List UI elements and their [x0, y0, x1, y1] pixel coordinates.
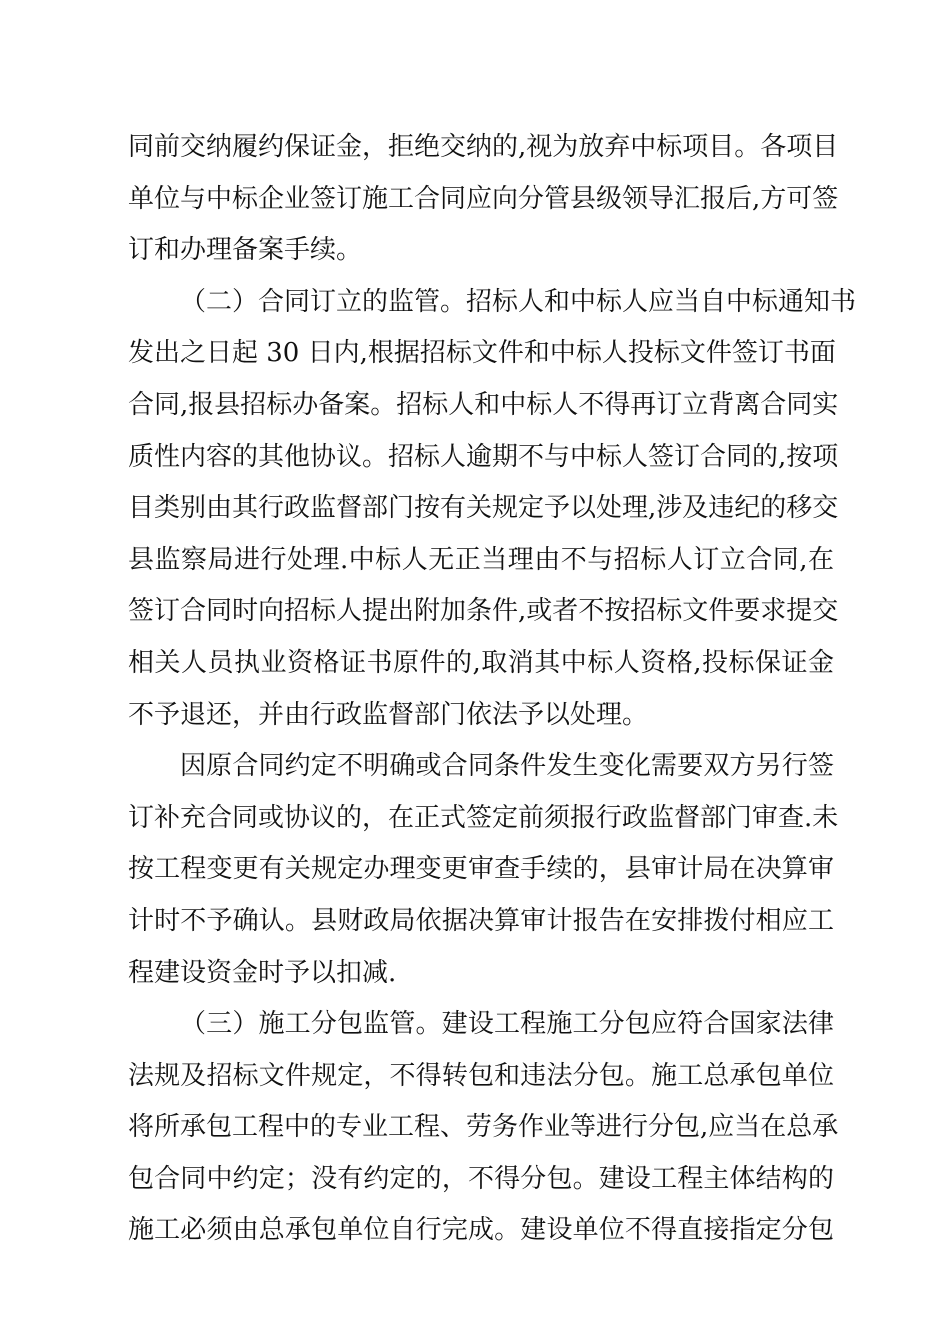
text-line: 将所承包工程中的专业工程、劳务作业等进行分包,应当在总承: [128, 1112, 839, 1143]
text-line: 质性内容的其他协议。招标人逾期不与中标人签订合同的,按项: [128, 441, 839, 472]
text-line: 合同,报县招标办备案。招标人和中标人不得再订立背离合同实: [128, 389, 839, 420]
text-line: 同前交纳履约保证金，拒绝交纳的,视为放弃中标项目。各项目: [128, 132, 839, 162]
text-line: 发出之日起 30 日内,根据招标文件和中标人投标文件签订书面: [128, 338, 836, 369]
text-line: 单位与中标企业签订施工合同应向分管县级领导汇报后,方可签: [128, 183, 839, 214]
paragraph: [128, 122, 839, 277]
text-line: 按工程变更有关规定办理变更审查手续的，县审计局在决算审: [128, 854, 834, 885]
paragraph: [128, 999, 839, 1257]
text-line: 签订合同时向招标人提出附加条件,或者不按招标文件要求提交: [128, 596, 839, 627]
text-line: 施工必须由总承包单位自行完成。建设单位不得直接指定分包: [128, 1215, 834, 1246]
text-line: 包合同中约定；没有约定的，不得分包。建设工程主体结构的: [128, 1163, 834, 1194]
text-line: （三）施工分包监管。建设工程施工分包应符合国家法律: [180, 1009, 834, 1040]
text-line: 县监察局进行处理.中标人无正当理由不与招标人订立合同,在: [128, 544, 834, 575]
text-line: 相关人员执业资格证书原件的,取消其中标人资格,投标保证金: [128, 647, 834, 678]
document-body: [128, 122, 857, 1257]
text-line: 因原合同约定不明确或合同条件发生变化需要双方另行签: [180, 751, 834, 782]
paragraph: [128, 277, 857, 741]
text-line: 计时不予确认。县财政局依据决算审计报告在安排拨付相应工: [128, 905, 834, 936]
text-line: 订和办理备案手续。: [128, 235, 363, 266]
text-line: 目类别由其行政监督部门按有关规定予以处理,涉及违纪的移交: [128, 493, 839, 524]
text-line: 程建设资金时予以扣减.: [128, 957, 397, 988]
text-line: 订补充合同或协议的，在正式签定前须报行政监督部门审查.未: [128, 802, 839, 833]
text-line: （二）合同订立的监管。招标人和中标人应当自中标通知书: [180, 286, 857, 317]
paragraph: [128, 741, 839, 999]
text-line: 法规及招标文件规定，不得转包和违法分包。施工总承包单位: [128, 1060, 834, 1091]
text-line: 不予退还，并由行政监督部门依法予以处理。: [128, 699, 649, 730]
